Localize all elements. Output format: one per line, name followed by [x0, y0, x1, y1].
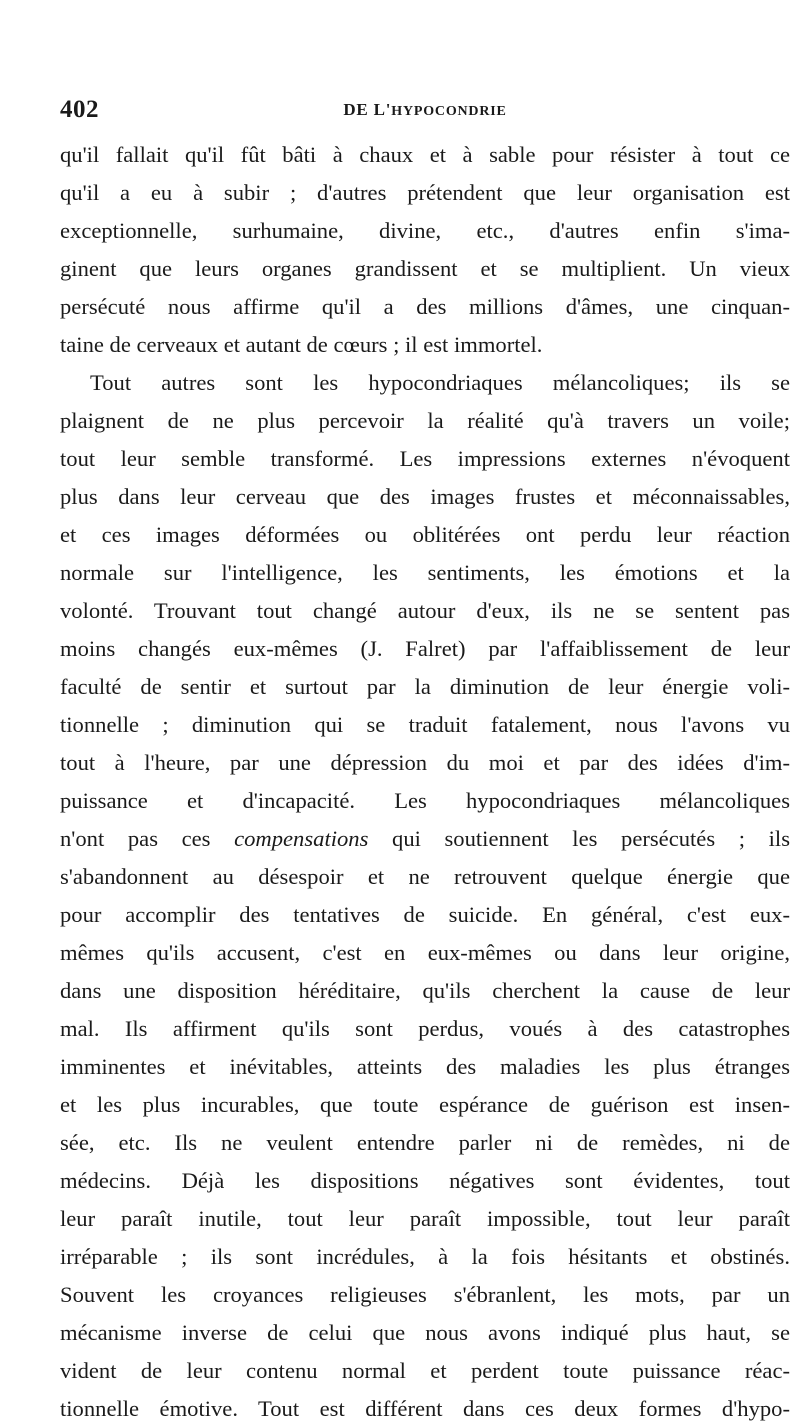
- text-line: Souvent les croyances religieuses s'ébranlent, les mots, par un: [60, 1282, 790, 1307]
- text-line: médecins. Déjà les dispositions négatives sont évidentes, tout: [60, 1168, 790, 1193]
- text-line: tionnelle ; diminution qui se traduit fatalement, nous l'avons vu: [60, 712, 790, 737]
- text-line: s'abandonnent au désespoir et ne retrouvent quelque énergie que: [60, 864, 790, 889]
- text-line: volonté. Trouvant tout changé autour d'eux, ils ne se sentent pas: [60, 598, 790, 623]
- text-line: vident de leur contenu normal et perdent toute puissance réac-: [60, 1358, 790, 1383]
- text-line-with-italic: [60, 820, 790, 858]
- text-line: leur paraît inutile, tout leur paraît impossible, tout leur paraît: [60, 1206, 790, 1231]
- text-line: imminentes et inévitables, atteints des maladies les plus étranges: [60, 1054, 790, 1079]
- text-line: qu'il a eu à subir ; d'autres prétendent que leur organisation est: [60, 180, 790, 205]
- text-line: irréparable ; ils sont incrédules, à la fois hésitants et obstinés.: [60, 1244, 790, 1269]
- page-number: 402: [60, 96, 99, 123]
- text-line: normale sur l'intelligence, les sentiments, les émotions et la: [60, 560, 790, 585]
- text-line: persécuté nous affirme qu'il a des millions d'âmes, une cinquan-: [60, 294, 790, 319]
- text-line: tout à l'heure, par une dépression du moi et par des idées d'im-: [60, 750, 790, 775]
- text-segment: qui soutiennent les persécutés ; ils: [392, 826, 790, 851]
- body-text: [60, 136, 790, 1428]
- text-line: dans une disposition héréditaire, qu'ils cherchent la cause de leur: [60, 978, 790, 1003]
- text-line: mêmes qu'ils accusent, c'est en eux-mêmes ou dans leur origine,: [60, 940, 790, 965]
- text-line: qu'il fallait qu'il fût bâti à chaux et à sable pour résister à tout ce: [60, 142, 790, 167]
- running-head-prefix: DE L': [343, 100, 392, 119]
- text-line: plus dans leur cerveau que des images frustes et méconnaissables,: [60, 484, 790, 509]
- text-segment: n'ont pas ces: [60, 826, 211, 851]
- text-line: exceptionnelle, surhumaine, divine, etc., d'autres enfin s'ima-: [60, 218, 790, 243]
- text-line: puissance et d'incapacité. Les hypocondriaques mélancoliques: [60, 788, 790, 813]
- text-line: taine de cerveaux et autant de cœurs ; il est immortel.: [60, 332, 543, 357]
- text-line: tout leur semble transformé. Les impressions externes n'évoquent: [60, 446, 790, 471]
- text-line: mal. Ils affirment qu'ils sont perdus, voués à des catastrophes: [60, 1016, 790, 1041]
- italic-term: compensations: [234, 826, 369, 851]
- text-line: sée, etc. Ils ne veulent entendre parler ni de remèdes, ni de: [60, 1130, 790, 1155]
- text-line: plaignent de ne plus percevoir la réalité qu'à travers un voile;: [60, 408, 790, 433]
- text-line: mécanisme inverse de celui que nous avons indiqué plus haut, se: [60, 1320, 790, 1345]
- text-line: ginent que leurs organes grandissent et se multiplient. Un vieux: [60, 256, 790, 281]
- text-line: faculté de sentir et surtout par la diminution de leur énergie voli-: [60, 674, 790, 699]
- text-line: pour accomplir des tentatives de suicide. En général, c'est eux-: [60, 902, 790, 927]
- text-line: et les plus incurables, que toute espérance de guérison est insen-: [60, 1092, 790, 1117]
- paragraph-start-line: Tout autres sont les hypocondriaques mélancoliques; ils se: [90, 370, 790, 395]
- text-line: et ces images déformées ou oblitérées ont perdu leur réaction: [60, 522, 790, 547]
- text-line: moins changés eux-mêmes (J. Falret) par l'affaiblissement de leur: [60, 636, 790, 661]
- text-line: tionnelle émotive. Tout est différent dans ces deux formes d'hypo-: [60, 1396, 790, 1421]
- running-head: [60, 100, 790, 120]
- page-header: [60, 96, 790, 126]
- running-head-small-caps: HYPOCONDRIE: [391, 104, 507, 119]
